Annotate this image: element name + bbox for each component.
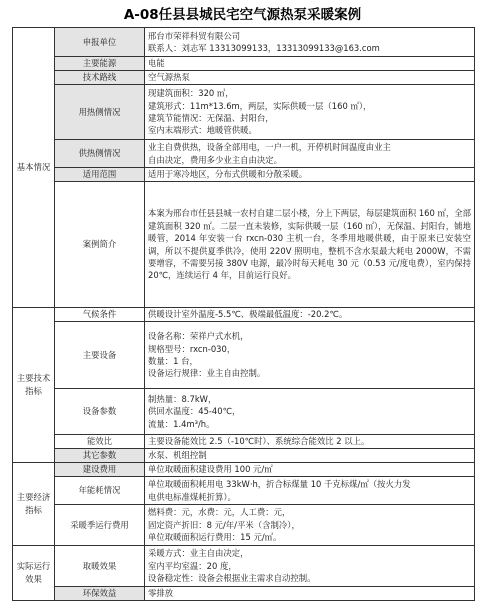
category-basic-cell: [13, 28, 55, 308]
table-row: [13, 587, 475, 601]
row-label: 主要能源: [55, 57, 145, 71]
category-label: 主要技术指标: [16, 373, 51, 396]
row-label: 环保效益: [55, 587, 145, 601]
value-line: 流量：1.4m³/h。: [148, 418, 215, 429]
tech-route-value: 空气源热泵: [145, 71, 475, 85]
applicant-value: [145, 28, 475, 57]
climate-value: 供暖设计室外温度-5.5℃、极端最低温度：-20.2℃。: [145, 308, 475, 322]
row-label: 案例简介: [55, 182, 145, 308]
row-label: 建设费用: [55, 463, 145, 477]
row-label: 年能耗情况: [55, 477, 145, 505]
env-benefit-value: 零排放: [145, 587, 475, 601]
table-row: [13, 322, 475, 389]
value-line: 室内末端形式：地暖管供暖。: [148, 125, 257, 136]
value-line: 固定资产折旧：8 元/年/平米（含制冷），: [148, 519, 300, 530]
value-line: 业主自费供热，设备全部用电，一户一机，开停机时间温度由业主: [148, 142, 391, 153]
table-row: [13, 71, 475, 85]
table-row: [13, 28, 475, 57]
value-line: 供回水温度：45-40℃，: [148, 406, 241, 417]
table-row: [13, 546, 475, 587]
equipment-value: [145, 322, 475, 389]
row-label: 设备参数: [55, 389, 145, 435]
table-row: [13, 182, 475, 308]
row-label: 适用范围: [55, 168, 145, 182]
value-line: 建筑节能情况：无保温、封阳台，: [148, 113, 274, 123]
value-line: 规格型号：rxcn-030，: [148, 343, 236, 354]
case-intro-value: 本案为邢台市任县县城一农村自建二层小楼，分上下两层，每层建筑面积 160 ㎡，全部建筑面积 320 ㎡。二层一直未装修，实际供暖一层（160 ㎡），无保温、封阳台，铺地暖管，2014 年安装一台 rxcn-030 主机一台，冬季用地暖供暖，由于原来已安装空调，所以不提供夏季供冷，使用 220V 照明电，整机不含水泵最大耗电 2000W，不需要增容，不需要另接 380V 电源，最冷时每天耗电 30 元（0.53 元/度电费），室内保持 20℃，连续运行 4 年，目前运行良好。: [145, 182, 475, 308]
energy-use-value: [145, 477, 475, 505]
others-value: 水泵、机组控制: [145, 449, 475, 463]
category-label: 基本情况: [16, 162, 51, 172]
value-line: 燃料费：元，水费：元，人工费：元，: [148, 507, 291, 518]
row-label: 申报单位: [55, 28, 145, 57]
efficiency-value: 主要设备能效比 2.5（-10℃时）、系统综合能效比 2 以上。: [145, 435, 475, 449]
table-row: [13, 168, 475, 182]
category-tech-cell: [13, 308, 55, 463]
table-row: [13, 463, 475, 477]
value-line: 设备名称：荣祥户式水机，: [148, 331, 249, 342]
value-line: 联系人：刘志军 13313099133，13313099133@163.com: [148, 43, 380, 53]
heating-effect-value: [145, 546, 475, 587]
value-line: 数量：1 台，: [148, 356, 198, 366]
category-effect-cell: [13, 546, 55, 601]
params-value: [145, 389, 475, 435]
table-row: [13, 505, 475, 546]
table-row: [13, 85, 475, 140]
row-label: 其它参数: [55, 449, 145, 463]
row-label: 供热侧情况: [55, 140, 145, 168]
table-row: [13, 435, 475, 449]
table-row: [13, 449, 475, 463]
value-line: 采暖方式：业主自由决定，: [148, 548, 249, 559]
case-table: [12, 27, 475, 601]
row-label: 气候条件: [55, 308, 145, 322]
value-line: 邢台市荣祥科贸有限公司: [148, 30, 241, 41]
value-line: 单位取暖面积耗用电 33kW·h，折合标煤量 10 千克标煤/㎡（按火力发: [148, 479, 411, 490]
value-line: 自由决定，费用多少业主自由决定。: [148, 154, 282, 165]
heat-supply-value: [145, 140, 475, 168]
table-row: [13, 57, 475, 71]
table-row: [13, 140, 475, 168]
value-line: 现建筑面积：320 ㎡，: [148, 88, 234, 99]
row-label: 用热侧情况: [55, 85, 145, 140]
operating-cost-value: [145, 505, 475, 546]
value-line: 制热量：8.7kW，: [148, 393, 217, 404]
row-label: 取暖效果: [55, 546, 145, 587]
row-label: 采暖季运行费用: [55, 505, 145, 546]
value-line: 电供电标准煤耗折算）。: [148, 491, 236, 502]
row-label: 主要设备: [55, 322, 145, 389]
table-row: [13, 389, 475, 435]
row-label: 能效比: [55, 435, 145, 449]
value-line: 设备运行规律：业主自由控制。: [148, 368, 266, 379]
value-line: 建筑形式：11m*13.6m，两层，实际供暖一层（160 ㎡），: [148, 100, 372, 111]
construction-cost-value: 单位取暖面积建设费用 100 元/㎡: [145, 463, 475, 477]
category-econ-cell: [13, 463, 55, 546]
value-line: 室内平均室温：20 度，: [148, 560, 237, 571]
category-label: 实际运行效果: [16, 561, 51, 584]
value-line: 单位取暖面积运行费用：15 元/㎡。: [148, 532, 282, 543]
value-line: 设备稳定性：设备会根据业主需求自动控制。: [148, 573, 316, 584]
scope-value: 适用于寒冷地区，分布式供暖和分散采暖。: [145, 168, 475, 182]
table-row: [13, 308, 475, 322]
category-label: 主要经济指标: [16, 492, 51, 515]
heat-use-value: [145, 85, 475, 140]
row-label: 技术路线: [55, 71, 145, 85]
table-row: [13, 477, 475, 505]
document-title: A-08任县县城民宅空气源热泵采暖案例: [123, 7, 362, 23]
main-energy-value: 电能: [145, 57, 475, 71]
